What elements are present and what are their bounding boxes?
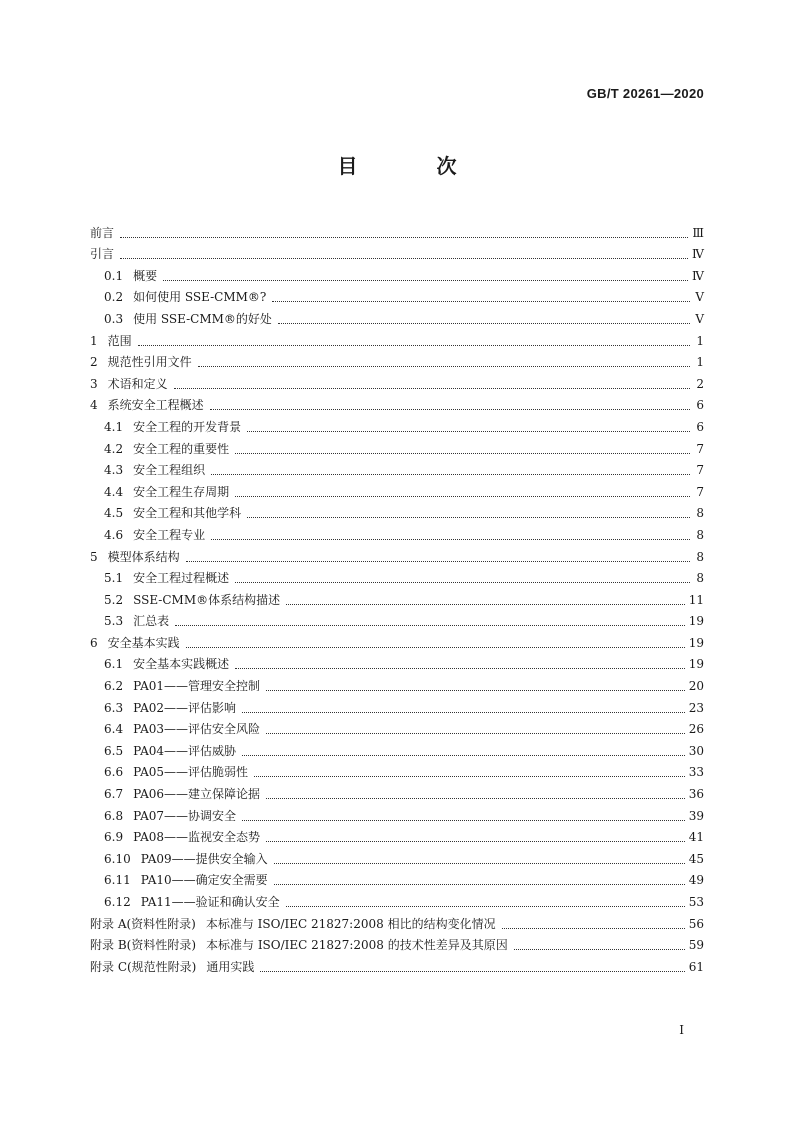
toc-entry-title: 安全基本实践: [107, 635, 180, 650]
toc-entry-title: PA06——建立保障论据: [133, 787, 261, 802]
toc-entry-number: 6.9: [104, 830, 124, 845]
toc-entry-page: Ⅴ: [695, 311, 704, 326]
toc-entry-title: 安全工程专业: [133, 527, 206, 542]
toc-entry-title: PA02——评估影响: [133, 700, 237, 715]
toc-entry[interactable]: [90, 932, 704, 954]
toc-entry[interactable]: [90, 305, 704, 327]
toc-entry[interactable]: [90, 262, 704, 284]
toc-entry-number: 1: [90, 333, 98, 348]
toc-entry-number: 附录 B(资料性附录): [90, 938, 196, 953]
toc-leader-dots: [260, 970, 684, 972]
toc-leader-dots: [266, 840, 685, 842]
toc-entry-page: 8: [696, 506, 704, 521]
toc-entry[interactable]: [90, 521, 704, 543]
toc-entry-page: 56: [688, 916, 704, 931]
toc-entry-page: 30: [688, 743, 704, 758]
toc-entry[interactable]: [90, 284, 704, 306]
toc-entry[interactable]: [90, 780, 704, 802]
toc-entry-title: 通用实践: [206, 959, 255, 974]
standard-number: GB/T 20261—2020: [586, 86, 704, 101]
toc-entry[interactable]: [90, 457, 704, 479]
toc-entry-title: 术语和定义: [107, 376, 168, 391]
table-of-contents: [90, 219, 704, 975]
toc-entry-page: 26: [688, 722, 704, 737]
toc-leader-dots: [274, 883, 685, 885]
toc-entry-number: 6.10: [104, 851, 131, 866]
toc-entry-title: 本标准与 ISO/IEC 21827:2008 相比的结构变化情况: [205, 916, 496, 931]
toc-entry-page: 45: [688, 851, 704, 866]
toc-leader-dots: [242, 711, 685, 713]
toc-entry-number: 4.1: [104, 419, 124, 434]
toc-entry-page: 7: [696, 463, 704, 478]
toc-leader-dots: [235, 452, 690, 454]
toc-entry-number: 附录 C(规范性附录): [90, 959, 197, 974]
toc-entry-title: 模型体系结构: [107, 549, 180, 564]
toc-leader-dots: [211, 473, 690, 475]
toc-entry-title: 前言: [90, 225, 115, 240]
toc-entry-title: 概要: [133, 268, 158, 283]
toc-entry-title: 安全工程的开发背景: [133, 419, 242, 434]
toc-entry-number: 6.11: [104, 873, 131, 888]
toc-entry[interactable]: [90, 910, 704, 932]
toc-leader-dots: [286, 603, 685, 605]
toc-entry[interactable]: [90, 672, 704, 694]
toc-entry-number: 4.2: [104, 441, 124, 456]
toc-entry[interactable]: [90, 629, 704, 651]
toc-leader-dots: [138, 344, 690, 346]
toc-entry-number: 6.6: [104, 765, 124, 780]
toc-entry-page: 1: [696, 333, 704, 348]
toc-entry[interactable]: [90, 500, 704, 522]
toc-entry[interactable]: [90, 867, 704, 889]
toc-leader-dots: [514, 948, 685, 950]
toc-leader-dots: [266, 689, 685, 691]
toc-entry-title: 规范性引用文件: [107, 355, 192, 370]
toc-entry-number: 4.3: [104, 463, 124, 478]
toc-leader-dots: [120, 236, 688, 238]
toc-leader-dots: [163, 279, 688, 281]
toc-leader-dots: [242, 754, 685, 756]
toc-entry-title: PA01——管理安全控制: [133, 679, 261, 694]
toc-entry-page: 61: [688, 959, 704, 974]
toc-entry-title: 使用 SSE-CMM®的好处: [133, 311, 272, 326]
toc-entry-number: 0.2: [104, 290, 124, 305]
toc-entry-title: PA09——提供安全输入: [140, 851, 268, 866]
toc-entry-page: Ⅳ: [692, 247, 704, 262]
toc-leader-dots: [235, 495, 690, 497]
toc-entry[interactable]: [90, 219, 704, 241]
toc-entry-page: 7: [696, 441, 704, 456]
toc-entry-number: 6.8: [104, 808, 124, 823]
toc-entry-number: 6.7: [104, 787, 124, 802]
toc-entry[interactable]: [90, 953, 704, 975]
toc-leader-dots: [247, 430, 690, 432]
toc-entry-number: 附录 A(资料性附录): [90, 916, 196, 931]
toc-entry-page: Ⅳ: [692, 268, 704, 283]
page-number: I: [679, 1023, 684, 1037]
toc-entry-title: 安全工程和其他学科: [133, 506, 242, 521]
toc-entry-number: 4.4: [104, 484, 124, 499]
toc-entry-title: 本标准与 ISO/IEC 21827:2008 的技术性差异及其原因: [206, 938, 508, 953]
toc-leader-dots: [235, 667, 685, 669]
toc-entry-title: PA05——评估脆弱性: [133, 765, 249, 780]
toc-entry-page: 20: [688, 679, 704, 694]
toc-entry[interactable]: [90, 392, 704, 414]
toc-leader-dots: [211, 538, 690, 540]
toc-entry-number: 4: [90, 398, 98, 413]
toc-entry-number: 6.3: [104, 700, 124, 715]
toc-entry-number: 6.4: [104, 722, 124, 737]
toc-leader-dots: [274, 862, 685, 864]
toc-entry[interactable]: [90, 888, 704, 910]
toc-entry[interactable]: [90, 241, 704, 263]
toc-entry-number: 6.1: [104, 657, 124, 672]
toc-entry-page: 41: [688, 830, 704, 845]
toc-entry-title: 安全工程生存周期: [133, 484, 230, 499]
toc-leader-dots: [235, 581, 690, 583]
toc-entry[interactable]: [90, 694, 704, 716]
toc-entry-title: 安全基本实践概述: [133, 657, 230, 672]
toc-entry-page: 19: [688, 635, 704, 650]
toc-leader-dots: [120, 257, 688, 259]
toc-leader-dots: [174, 387, 690, 389]
toc-entry-page: 59: [688, 938, 704, 953]
toc-leader-dots: [186, 560, 690, 562]
toc-entry-page: 53: [688, 895, 704, 909]
toc-entry-title: PA04——评估威胁: [133, 743, 237, 758]
toc-entry-number: 4.6: [104, 527, 124, 542]
toc-leader-dots: [254, 775, 685, 777]
toc-entry-title: 范围: [107, 333, 132, 348]
toc-entry[interactable]: [90, 586, 704, 608]
toc-entry-title: PA08——监视安全态势: [133, 830, 261, 845]
toc-entry-page: 6: [696, 398, 704, 413]
toc-entry-page: 2: [696, 376, 704, 391]
toc-entry-number: 0.1: [104, 268, 124, 283]
toc-entry-number: 5.1: [104, 571, 124, 586]
toc-entry-page: 49: [688, 873, 704, 888]
toc-entry[interactable]: [90, 370, 704, 392]
toc-entry[interactable]: [90, 435, 704, 457]
toc-entry-number: 6.2: [104, 679, 124, 694]
toc-entry[interactable]: [90, 349, 704, 371]
toc-entry[interactable]: [90, 824, 704, 846]
toc-entry-page: 8: [696, 549, 704, 564]
page-title: 目 次: [337, 154, 493, 178]
toc-entry-title: PA07——协调安全: [133, 808, 237, 823]
toc-entry-title: 安全工程组织: [133, 463, 206, 478]
toc-entry-page: 19: [688, 614, 704, 629]
toc-entry-page: 33: [688, 765, 704, 780]
toc-entry-number: 5.2: [104, 592, 124, 607]
toc-leader-dots: [186, 646, 685, 648]
toc-entry-number: 6.12: [104, 895, 131, 909]
toc-entry[interactable]: [90, 478, 704, 500]
toc-leader-dots: [266, 732, 685, 734]
toc-entry-title: PA11——验证和确认安全: [140, 895, 280, 909]
toc-entry-page: 8: [696, 571, 704, 586]
toc-leader-dots: [278, 322, 690, 324]
toc-entry[interactable]: [90, 651, 704, 673]
toc-entry-page: 8: [696, 527, 704, 542]
toc-entry-title: 引言: [90, 247, 115, 262]
toc-leader-dots: [247, 516, 690, 518]
toc-entry-number: 5.3: [104, 614, 124, 629]
toc-entry-title: PA10——确定安全需要: [140, 873, 268, 888]
toc-entry-number: 6: [90, 635, 98, 650]
toc-entry-number: 2: [90, 355, 98, 370]
toc-leader-dots: [502, 927, 685, 929]
toc-leader-dots: [266, 797, 685, 799]
toc-entry-page: 39: [688, 808, 704, 823]
toc-entry-title: 安全工程过程概述: [133, 571, 230, 586]
toc-entry[interactable]: [90, 413, 704, 435]
toc-entry-page: 19: [688, 657, 704, 672]
toc-entry-title: SSE-CMM®体系结构描述: [133, 592, 281, 607]
toc-leader-dots: [198, 365, 690, 367]
toc-entry[interactable]: [90, 802, 704, 824]
toc-entry-page: Ⅲ: [692, 225, 704, 240]
toc-leader-dots: [210, 408, 690, 410]
toc-entry-page: 23: [688, 700, 704, 715]
toc-entry[interactable]: [90, 737, 704, 759]
toc-entry[interactable]: [90, 543, 704, 565]
toc-entry-page: 1: [696, 355, 704, 370]
toc-entry-number: 6.5: [104, 743, 124, 758]
toc-entry-title: PA03——评估安全风险: [133, 722, 261, 737]
toc-entry-title: 系统安全工程概述: [107, 398, 204, 413]
toc-entry-page: 6: [696, 419, 704, 434]
toc-leader-dots: [242, 819, 685, 821]
toc-entry-page: 11: [688, 592, 704, 607]
toc-entry-title: 安全工程的重要性: [133, 441, 230, 456]
toc-entry[interactable]: [90, 716, 704, 738]
toc-entry-number: 3: [90, 376, 98, 391]
toc-entry[interactable]: [90, 759, 704, 781]
toc-leader-dots: [175, 624, 685, 626]
toc-leader-dots: [272, 300, 690, 302]
toc-entry-number: 0.3: [104, 311, 124, 326]
toc-entry[interactable]: [90, 565, 704, 587]
toc-entry[interactable]: [90, 327, 704, 349]
toc-entry-page: 7: [696, 484, 704, 499]
toc-entry[interactable]: [90, 845, 704, 867]
toc-entry-title: 汇总表: [133, 614, 170, 629]
toc-entry-number: 5: [90, 549, 98, 564]
toc-leader-dots: [286, 905, 685, 907]
toc-entry[interactable]: [90, 608, 704, 630]
toc-entry-title: 如何使用 SSE-CMM®?: [133, 290, 267, 305]
toc-entry-page: 36: [688, 787, 704, 802]
toc-entry-number: 4.5: [104, 506, 124, 521]
toc-entry-page: Ⅴ: [695, 290, 704, 305]
